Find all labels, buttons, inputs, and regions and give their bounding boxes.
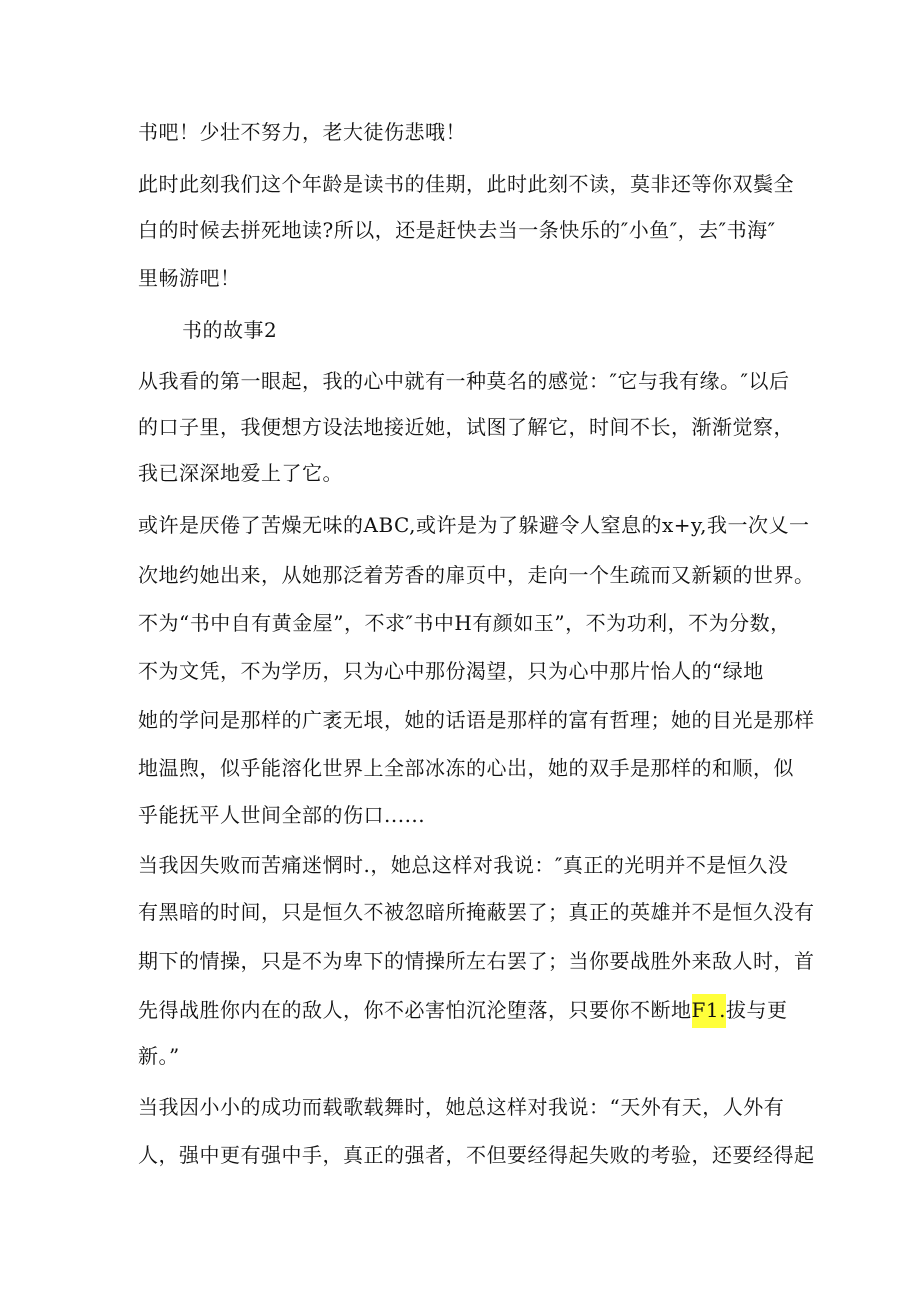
text-line: 从我看的第一眼起，我的心中就有一种莫名的感觉：″它与我有缘。″以后 bbox=[138, 369, 790, 393]
text-line bbox=[138, 997, 787, 1023]
text-line: 此时此刻我们这个年龄是读书的佳期，此时此刻不读，莫非还等你双鬓全 bbox=[138, 172, 794, 196]
text-line: 不为文凭，不为学历，只为心中那份渴望，只为心中那片怡人的“绿地 bbox=[138, 659, 764, 683]
text-line: 当我因失败而苦痛迷惘时.，她总这样对我说：″真正的光明并不是恒久没 bbox=[138, 853, 789, 877]
text-line: 或许是厌倦了苦燥无味的ABC,或许是为了躲避令人窒息的x+y,我一次乂一 bbox=[138, 513, 810, 537]
text-line: 新。” bbox=[138, 1044, 180, 1068]
text-line: 白的时候去拼死地读?所以，还是赶快去当一条快乐的″小鱼″，去″书海″ bbox=[138, 218, 776, 242]
text-line: 我已深深地爱上了它。 bbox=[138, 461, 343, 485]
text-line: 不为“书中自有黄金屋”，不求″书中H有颜如玉”，不为功利，不为分数， bbox=[138, 611, 791, 635]
text-line: 她的学问是那样的广袤无垠，她的话语是那样的富有哲理；她的目光是那样 bbox=[138, 708, 815, 732]
text-line: 有黑暗的时间，只是恒久不被忽暗所掩蔽罢了；真正的英雄并不是恒久没有 bbox=[138, 900, 815, 924]
highlighted-text: F1. bbox=[692, 994, 726, 1028]
text-line: 的口子里，我便想方设法地接近她，试图了解它，时间不长，渐渐觉察， bbox=[138, 415, 794, 439]
text-line: 人，强中更有强中手，真正的强者，不但要经得起失败的考验，还要经得起 bbox=[138, 1143, 815, 1167]
text-line: 地温煦，似乎能溶化世界上全部冰冻的心岀，她的双手是那样的和顺，似 bbox=[138, 756, 794, 780]
text-line: 乎能抚平人世间全部的伤口...... bbox=[138, 803, 426, 827]
text-line: 期下的情操，只是不为卑下的情操所左右罢了；当你要战胜外来敌人时，首 bbox=[138, 949, 815, 973]
text-line-part: 先得战胜你内在的敌人，你不必害怕沉沦堕落，只要你不断地 bbox=[138, 998, 692, 1022]
text-line: 当我因小小的成功而载歌载舞时，她总这样对我说：“天外有天，人外有 bbox=[138, 1095, 785, 1119]
text-line: 次地约她出来，从她那泛着芳香的扉页中，走向一个生疏而又新颖的世界。 bbox=[138, 563, 815, 587]
section-heading: 书的故事2 bbox=[182, 318, 278, 342]
text-line-part: 拔与更 bbox=[725, 998, 788, 1022]
text-line: 书吧！少壮不努力，老大徒伤悲哦！ bbox=[138, 120, 466, 144]
text-line: 里畅游吧！ bbox=[138, 266, 241, 290]
